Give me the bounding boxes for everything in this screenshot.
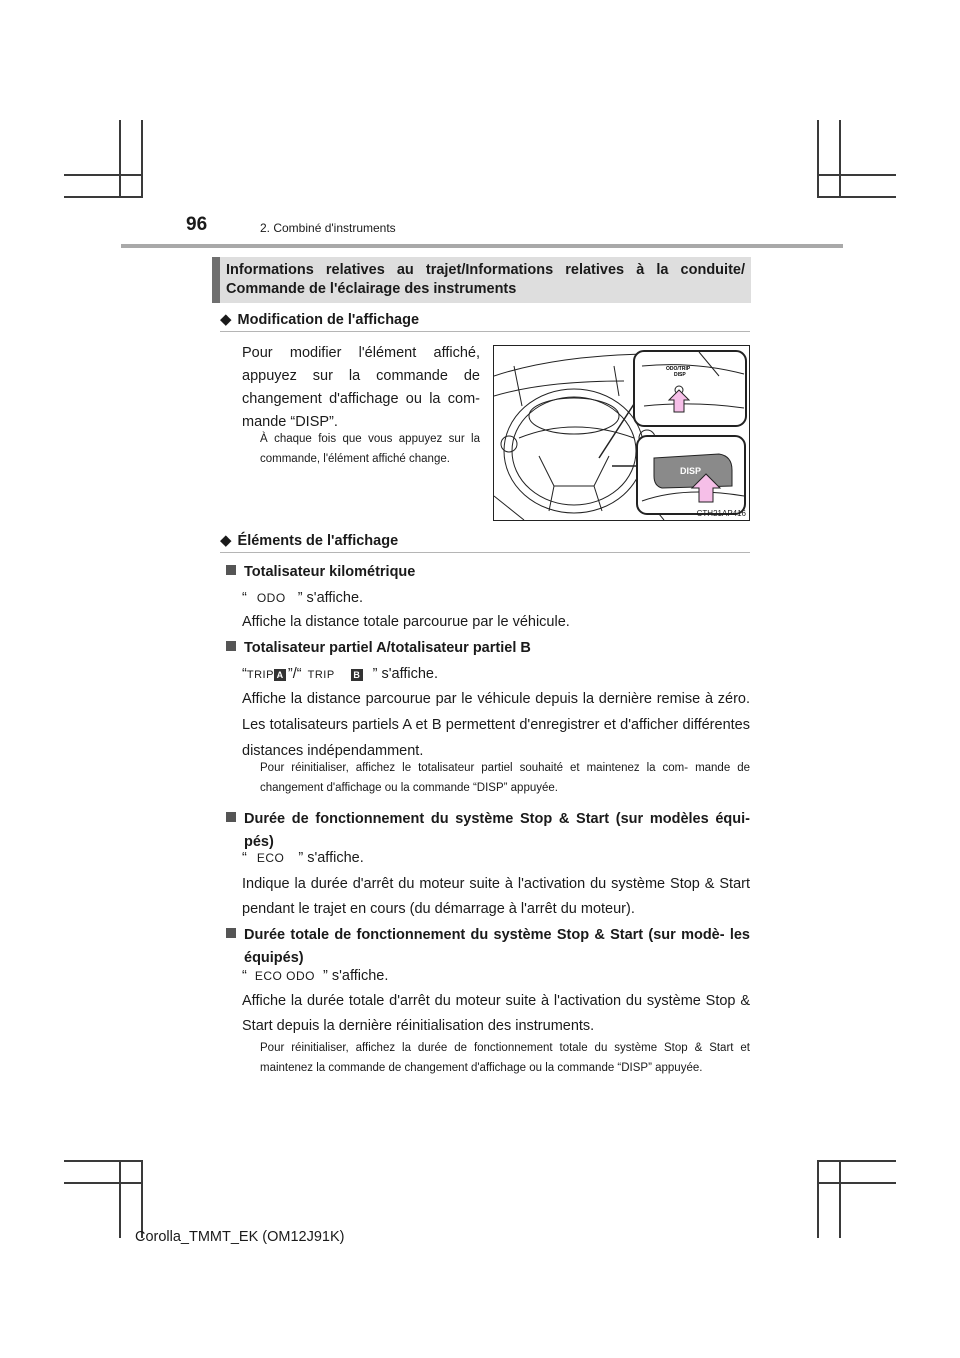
- subheading-elements: [220, 531, 398, 549]
- odometer-title: Totalisateur kilométrique: [244, 564, 416, 580]
- subheading-rule: [220, 552, 750, 553]
- crop-mark: [119, 1160, 121, 1238]
- section-title: Informations relatives au trajet/Informations relatives à la conduite/ Commande de l'éclairage des instruments: [226, 262, 745, 297]
- trip-suffix: ” s'affiche.: [372, 666, 439, 682]
- subheading-rule: [220, 331, 750, 332]
- switch-label-disp: DISP: [674, 372, 686, 378]
- dashboard-illustration: [493, 345, 750, 521]
- page-number: 96: [186, 214, 208, 235]
- crop-mark: [119, 120, 121, 198]
- section-title-bar: [212, 257, 220, 303]
- square-bullet-icon: [226, 812, 236, 822]
- switch-label-odo-trip: ODO/TRIP: [666, 366, 691, 372]
- diamond-icon: ◆: [220, 311, 232, 328]
- stop-start-total-body: Affiche la durée totale d'arrêt du moteur suite à l'activation du système Stop & Start depuis la dernière réinitialisation des instruments.: [242, 993, 750, 1034]
- crop-mark: [817, 120, 819, 198]
- odometer-suffix: ” s'affiche.: [297, 590, 364, 606]
- modification-body: Pour modifier l'élément affiché, appuyez sur la commande de changement d'affichage ou la com- mande “DISP”.: [242, 345, 480, 430]
- illustration-code: CTH21AP416: [696, 509, 746, 518]
- section-title-box: [212, 257, 751, 303]
- odo-symbol: ODO: [256, 591, 286, 605]
- crop-mark: [141, 1160, 143, 1238]
- modification-note: À chaque fois que vous appuyez sur la commande, l'élément affiché change.: [260, 433, 480, 465]
- trip-b-symbol: TRIP: [307, 669, 335, 681]
- trip-body: Affiche la distance parcourue par le véhicule depuis la dernière remise à zéro. Les totalisateurs partiels A et B permettent d'enregistrer et d'afficher différentes distances indépendamment.: [242, 691, 750, 759]
- stop-start-body: Indique la durée d'arrêt du moteur suite à l'activation du système Stop & Start pendant le trajet en cours (du démarrage à l'arrêt du moteur).: [242, 876, 750, 917]
- header-rule: [121, 244, 843, 248]
- crop-mark: [818, 196, 896, 198]
- open-quote: “: [242, 590, 247, 606]
- stop-start-symbol-line: [242, 846, 364, 870]
- subheading-modification-text: Modification de l'affichage: [237, 312, 420, 328]
- trip-b-badge: B: [351, 669, 363, 681]
- eco-symbol: ECO: [256, 851, 285, 865]
- trip-a-badge: A: [274, 669, 286, 681]
- crop-mark: [817, 1160, 819, 1238]
- trip-symbol-line: [242, 662, 438, 687]
- trip-heading: [226, 637, 750, 660]
- open-quote: “: [242, 666, 247, 682]
- odometer-heading: [226, 561, 750, 584]
- crop-mark: [818, 1182, 896, 1184]
- subheading-elements-text: Éléments de l'affichage: [237, 533, 399, 549]
- stop-start-title: Durée de fonctionnement du système Stop & Start (sur modèles équi- pés): [244, 811, 750, 850]
- crop-mark: [818, 1160, 896, 1162]
- steering-wheel-illustration: [494, 346, 749, 520]
- odometer-symbol-line: [242, 586, 363, 610]
- crop-mark: [141, 120, 143, 198]
- stop-start-total-note: Pour réinitialiser, affichez la durée de fonctionnement totale du système Stop & Start et maintenez la commande de changement d'affichage ou la commande “DISP” appuyée.: [260, 1042, 750, 1074]
- trip-a-symbol: TRIP: [246, 669, 274, 681]
- odometer-body: Affiche la distance totale parcourue par le véhicule.: [242, 614, 570, 630]
- subheading-modification: [220, 310, 419, 328]
- running-title: 2. Combiné d'instruments: [260, 221, 396, 235]
- square-bullet-icon: [226, 565, 236, 575]
- crop-mark: [839, 1160, 841, 1238]
- trip-title: Totalisateur partiel A/totalisateur partiel B: [244, 640, 531, 656]
- square-bullet-icon: [226, 641, 236, 651]
- stop-start-total-suffix: ” s'affiche.: [323, 968, 389, 984]
- disp-button-label: DISP: [680, 466, 702, 476]
- square-bullet-icon: [226, 928, 236, 938]
- eco-odo-symbol: ECO ODO: [254, 969, 316, 983]
- crop-mark: [64, 196, 142, 198]
- crop-mark: [64, 174, 142, 176]
- diamond-icon: ◆: [220, 532, 232, 549]
- stop-start-suffix: ” s'affiche.: [298, 850, 364, 866]
- trip-separator: ”/“: [287, 666, 302, 682]
- crop-mark: [64, 1160, 142, 1162]
- trip-note: Pour réinitialiser, affichez le totalisateur partiel souhaité et maintenez la com- mande de changement d'affichage ou la commande “DISP” appuyée.: [260, 762, 750, 794]
- crop-mark: [64, 1182, 142, 1184]
- stop-start-total-symbol-line: [242, 964, 388, 988]
- crop-mark: [839, 120, 841, 198]
- footer-model-code: Corolla_TMMT_EK (OM12J91K): [135, 1229, 345, 1245]
- stop-start-total-title: Durée totale de fonctionnement du système Stop & Start (sur modè- les équipés): [244, 927, 750, 966]
- open-quote: “: [242, 968, 247, 984]
- crop-mark: [818, 174, 896, 176]
- open-quote: “: [242, 850, 247, 866]
